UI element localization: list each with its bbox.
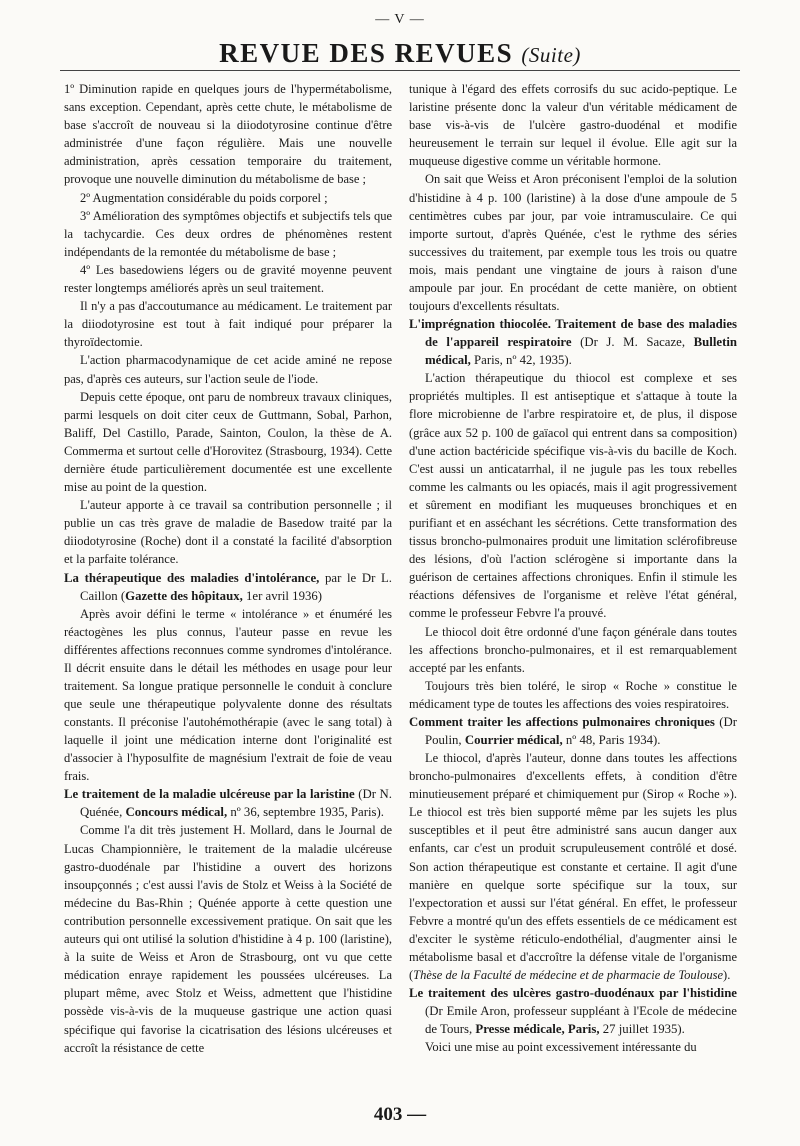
article-journal: Concours médical,	[125, 805, 228, 820]
paragraph	[409, 749, 737, 984]
article-title: La thérapeutique des maladies d'intolérance,	[64, 570, 320, 585]
article-date: nº 36, septembre 1935, Paris).	[227, 805, 384, 820]
article-journal: Gazette des hôpitaux,	[125, 588, 243, 603]
article-heading	[64, 785, 392, 821]
paragraph: tunique à l'égard des effets corrosifs du suc acido-peptique. Le laristine présente donc la valeur d'un véritable médicament de base vis-à-vis de l'ulcère gastro-duodénal et modifie heureusement le terrain sur lequel il évolue. Elle agit sur la muqueuse digestive comme un véritable hormone.	[409, 82, 737, 169]
article-author: (Dr J. M. Sacaze,	[571, 335, 694, 350]
paragraph: 2º Augmentation considérable du poids corporel ;	[80, 190, 328, 205]
section-title-text: REVUE DES REVUES	[219, 38, 514, 68]
left-column	[64, 80, 392, 1100]
article-date: 27 juillet 1935).	[599, 1022, 685, 1037]
paragraph: 4º Les basedowiens légers ou de gravité moyenne peuvent rester longtemps améliorés après un seul traitement.	[64, 262, 392, 296]
paragraph: L'action thérapeutique du thiocol est complexe et ses propriétés multiples. Il est antiseptique et s'attaque à toute la flore microbienne de l'arbre respiratoire et, de plus, il dispose (grâce aux 52 p. 100 de gaïacol qui entrent dans sa composition) d'une action bactéricide spécifique vis-à-vis du bacille de Koch. C'est aussi un anticatarrhal, il ne jugule pas les toux rebelles comme les calmants ou les opiacés, mais il agit progressivement et sûrement en modifiant les muqueuses bronchiques et en purifiant et en asséchant les sécrétions. Cette transformation des tissus broncho-pulmonaires produit une limitation sclérofibreuse des lésions, d'où l'action sclérogène si importante dans la guérison de certaines affections chroniques. Enfin il stimule les réactions défensives de l'organisme et relève l'état général, comme le professeur Febvre l'a prouvé.	[409, 371, 737, 621]
article-title: Le traitement de la maladie ulcéreuse par la laristine	[64, 787, 355, 802]
section-title	[0, 38, 800, 70]
page-roman-numeral: — V —	[375, 12, 425, 27]
paragraph: Toujours très bien toléré, le sirop « Roche » constitue le médicament type de toutes les affections des voies respiratoires.	[409, 678, 737, 711]
article-journal: Bulletin médical,	[425, 335, 737, 368]
article-heading	[409, 984, 737, 1038]
article-title: Comment traiter les affections pulmonaires chroniques	[409, 715, 715, 729]
article-heading	[64, 569, 392, 605]
article-author: (Dr Emile Aron, professeur suppléant à l'Ecole de médecine de Tours,	[425, 1004, 737, 1037]
article-date: Paris, nº 42, 1935).	[470, 353, 572, 368]
paragraph-text: Le thiocol, d'après l'auteur, donne dans toutes les affections broncho-pulmonaires d'excellents effets, à condition d'être minutieusement préparé et chimiquement pur (Sirop « Roche »). Le thiocol est très bien supporté même par les sujets les plus susceptibles et il peut être administré sans aucun danger aux enfants, car c'est un produit scrupuleusement contrôlé et dosé. Son action thérapeutique est constante et certaine. Il agit d'une manière en quelque sorte spécifique sur la toux, sur l'expectoration et aussi sur l'état général. En effet, le professeur Febvre a montré qu'un des effets essentiels de ce médicament est d'exciter le système réticulo-endothélial, d'augmenter ainsi le métabolisme basal et d'accroître la défense vitale de l'organisme (	[409, 751, 737, 983]
article-date: nº 48, Paris 1934).	[562, 733, 661, 747]
paragraph: L'action pharmacodynamique de cet acide aminé ne repose pas, d'après ces auteurs, sur l'action seule de l'iode.	[64, 353, 392, 386]
article-journal: Presse médicale, Paris,	[475, 1022, 600, 1037]
article-title: Le traitement des ulcères gastro-duodénaux par l'histidine	[409, 986, 737, 1001]
paragraph: Après avoir défini le terme « intolérance » et énuméré les réactogènes les plus connus, l'auteur passe en revue les différentes affections reconnues comme syndromes d'intolérance. Il décrit ensuite dans le détail les méthodes en usage pour leur traitement. Sa longue pratique personnelle le conduit à conclure que seule une thérapeutique polyvalente donne des résultats constants. Il préconise l'autohémothérapie (avec le sang total) à laquelle il joint une médication interne dont l'originalité est d'associer à l'hyposulfite de magnésium l'extrait de foie de veau frais.	[64, 606, 392, 784]
paragraph: Voici une mise au point excessivement intéressante du	[425, 1040, 697, 1055]
article-author: (Dr N. Quénée,	[80, 787, 392, 820]
article-heading	[409, 713, 737, 749]
article-date: 1er avril 1936)	[242, 588, 323, 603]
paragraph: Le thiocol doit être ordonné d'une façon générale dans toutes les affections broncho-pulmonaires, et il est remarquablement accepté par les enfants.	[409, 624, 737, 675]
paragraph: 3º Amélioration des symptômes objectifs et subjectifs tels que la tachycardie. Ces deux ordres de phénomènes restent indépendants de la remontée du métabolisme de base ;	[64, 208, 392, 259]
article-heading	[409, 315, 737, 369]
section-title-suite: (Suite)	[521, 43, 581, 67]
paragraph: L'auteur apporte à ce travail sa contribution personnelle ; il publie un cas très grave de maladie de Basedow traité par la diiodotyrosine (Roche) dont il a constaté la facilité d'absorption et la parfaite tolérance.	[64, 498, 392, 567]
page-number: 403 —	[373, 1104, 427, 1125]
paragraph: On sait que Weiss et Aron préconisent l'emploi de la solution d'histidine à 4 p. 100 (laristine) à la dose d'une ampoule de 5 centimètres cubes par jour, par voie intramusculaire. Ce qui importe surtout, d'après Quénée, c'est le rythme des séries successives du traitement, par exemple tous les trois ou quatre mois, mais pendant une vingtaine de jours à raison d'une ampoule par jour. En procédant de cette manière, on obtient toujours d'excellents résultats.	[409, 172, 737, 314]
article-author: (Dr Poulin,	[425, 715, 737, 747]
article-journal: Courrier médical,	[464, 733, 563, 747]
right-column	[409, 80, 737, 1100]
article-author: par le Dr L. Caillon (	[80, 570, 392, 603]
header-rule	[60, 70, 740, 71]
paragraph: Il n'y a pas d'accoutumance au médicament. Le traitement par la diiodotyrosine est tout à fait indiqué pour préparer la thyroïdectomie.	[64, 299, 392, 350]
paragraph-text-end: ).	[723, 968, 731, 983]
paragraph: Comme l'a dit très justement H. Mollard, dans le Journal de Lucas Championnière, le traitement de la maladie ulcéreuse gastro-duodénale par l'histidine a ouvert des horizons insoupçonnés ; c'est aussi l'avis de Stolz et Weiss à la Société de médecine du Bas-Rhin ; Quénée apporte à cette question une contribution personnelle excessivement pratique. On sait que les auteurs qui ont utilisé la solution d'histidine à 4 p. 100 (laristine), à la suite de Weiss et Aron de Strasbourg, ont vu que cette médication enraye rapidement les poussées ulcéreuses. La plupart même, avec Stolz et Weiss, admettent que l'histidine possède vis-à-vis de la muqueuse gastrique une action quasi spécifique qui favorise la cicatrisation des lésions ulcéreuses et accroît la résistance de cette	[64, 823, 392, 1055]
article-title: L'imprégnation thiocolée. Traitement de base des maladies de l'appareil respiratoire	[409, 317, 737, 350]
paragraph: Depuis cette époque, ont paru de nombreux travaux cliniques, parmi lesquels on doit citer ceux de Guttmann, Sobal, Parhon, Baliff, Del Castillo, Parade, Sainton, Coulon, la thèse de A. Commerma et surtout celle d'Horovitez (Strasbourg, 1934). Cette dernière étude particulièrement documentée est une excellente mise au point de la question.	[64, 389, 392, 495]
thesis-citation: Thèse de la Faculté de médecine et de pharmacie de Toulouse	[413, 968, 724, 983]
paragraph: 1º Diminution rapide en quelques jours de l'hypermétabolisme, sans exception. Cependant, après cette chute, le métabolisme de base s'accroît de nouveau si la diiodotyrosine continue d'être administrée d'une façon régulière. Mais une nouvelle administration, après cessation temporaire du traitement, provoque une nouvelle diminution du métabolisme de base ;	[64, 82, 392, 187]
